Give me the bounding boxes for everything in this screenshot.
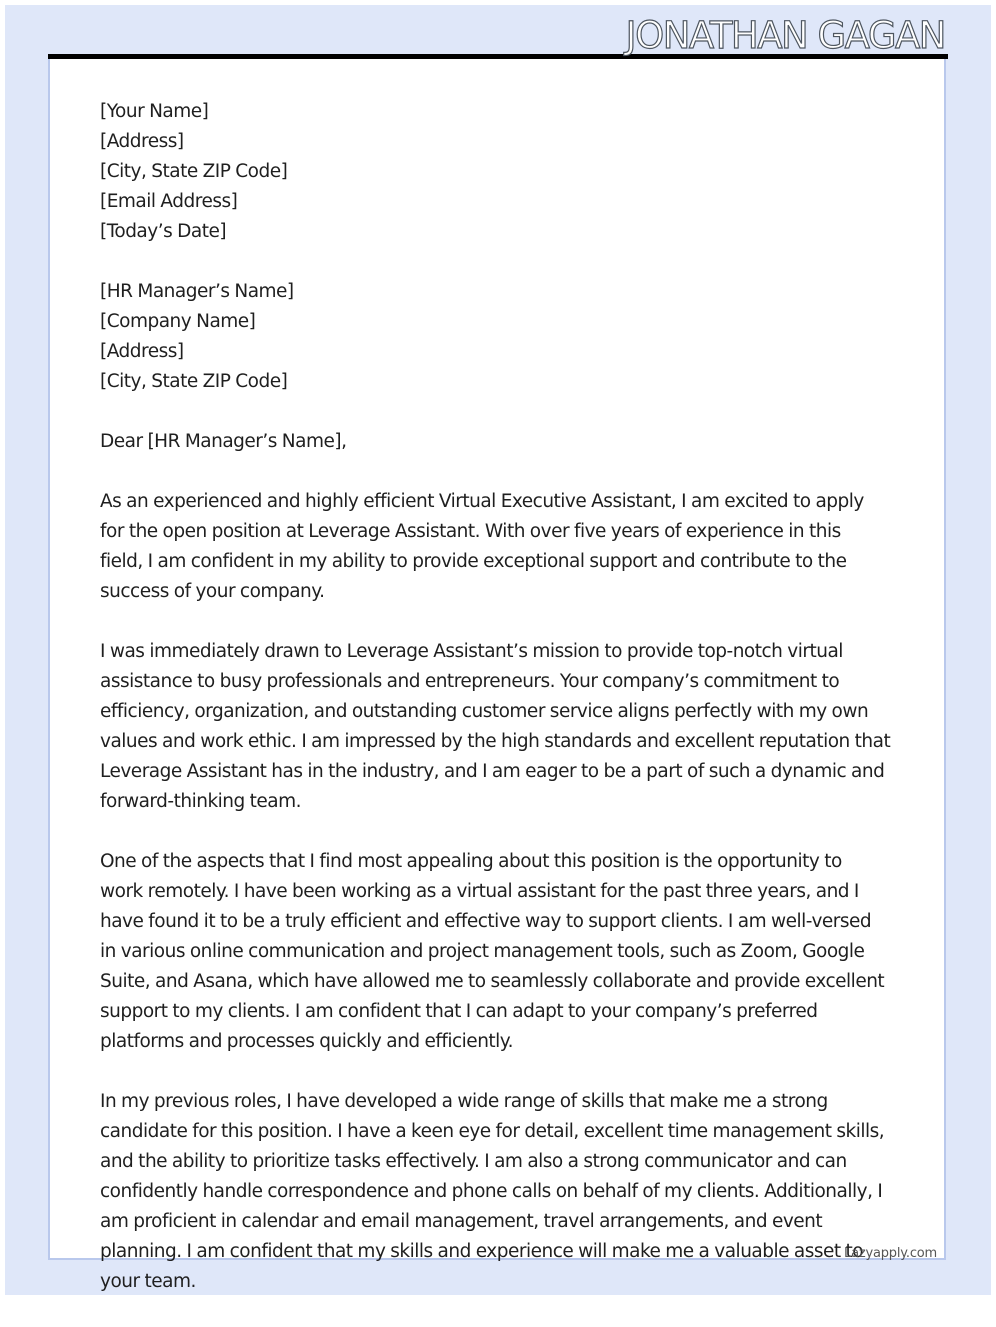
recipient-address: [Address]: [100, 341, 184, 362]
paragraph-line: am proficient in calendar and email management, travel arrangements, and event: [100, 1211, 823, 1232]
paragraph-line: support to my clients. I am confident that I can adapt to your company’s preferred: [100, 1001, 818, 1022]
paragraph-line: planning. I am confident that my skills and experience will make me a valuable asset to: [100, 1241, 864, 1262]
sender-block: [100, 97, 900, 247]
paragraph-line: have found it to be a truly efficient and effective way to support clients. I am well-versed: [100, 911, 872, 932]
salutation-text: Dear [HR Manager’s Name],: [100, 431, 347, 452]
paragraph-line: Leverage Assistant has in the industry, and I am eager to be a part of such a dynamic and: [100, 761, 885, 782]
paragraph-line: for the open position at Leverage Assistant. With over five years of experience in this: [100, 521, 841, 542]
body-paragraph-1: [100, 487, 900, 607]
sender-email: [Email Address]: [100, 191, 238, 212]
sender-address: [Address]: [100, 131, 184, 152]
recipient-city-state-zip: [City, State ZIP Code]: [100, 371, 288, 392]
paragraph-line: Suite, and Asana, which have allowed me to seamlessly collaborate and provide excellent: [100, 971, 885, 992]
letter-paragraphs: [100, 487, 900, 1297]
body-paragraph-4: [100, 1087, 900, 1297]
paragraph-line: your team.: [100, 1271, 196, 1292]
paragraph-line: In my previous roles, I have developed a wide range of skills that make me a strong: [100, 1091, 828, 1112]
paragraph-line: efficiency, organization, and outstanding customer service aligns perfectly with my own: [100, 701, 869, 722]
paragraph-line: assistance to busy professionals and entrepreneurs. Your company’s commitment to: [100, 671, 840, 692]
paragraph-line: I was immediately drawn to Leverage Assistant’s mission to provide top-notch virtual: [100, 641, 843, 662]
paragraph-line: in various online communication and project management tools, such as Zoom, Google: [100, 941, 865, 962]
recipient-block: [100, 277, 900, 397]
body-paragraph-3: [100, 847, 900, 1057]
paragraph-line: forward-thinking team.: [100, 791, 302, 812]
paragraph-line: candidate for this position. I have a keen eye for detail, excellent time management skills,: [100, 1121, 885, 1142]
sender-city-state-zip: [City, State ZIP Code]: [100, 161, 288, 182]
paragraph-line: values and work ethic. I am impressed by the high standards and excellent reputation that: [100, 731, 891, 752]
cover-letter-body: [100, 97, 900, 1327]
body-paragraph-2: [100, 637, 900, 817]
paragraph-line: field, I am confident in my ability to provide exceptional support and contribute to the: [100, 551, 847, 572]
sender-name: [Your Name]: [100, 101, 209, 122]
salutation: [100, 427, 900, 457]
header-name: JONATHAN GAGAN: [625, 14, 945, 57]
recipient-name: [HR Manager’s Name]: [100, 281, 294, 302]
paragraph-line: As an experienced and highly efficient Virtual Executive Assistant, I am excited to apply: [100, 491, 864, 512]
paragraph-line: and the ability to prioritize tasks effectively. I am also a strong communicator and can: [100, 1151, 847, 1172]
paragraph-line: success of your company.: [100, 581, 325, 602]
sender-date: [Today’s Date]: [100, 221, 227, 242]
recipient-company: [Company Name]: [100, 311, 256, 332]
lazyapply-watermark: Lazyapply.com: [844, 1246, 937, 1261]
paragraph-line: One of the aspects that I find most appealing about this position is the opportunity to: [100, 851, 842, 872]
paragraph-line: platforms and processes quickly and efficiently.: [100, 1031, 514, 1052]
paragraph-line: confidently handle correspondence and phone calls on behalf of my clients. Additionally, I: [100, 1181, 883, 1202]
paragraph-line: work remotely. I have been working as a virtual assistant for the past three years, and I: [100, 881, 859, 902]
